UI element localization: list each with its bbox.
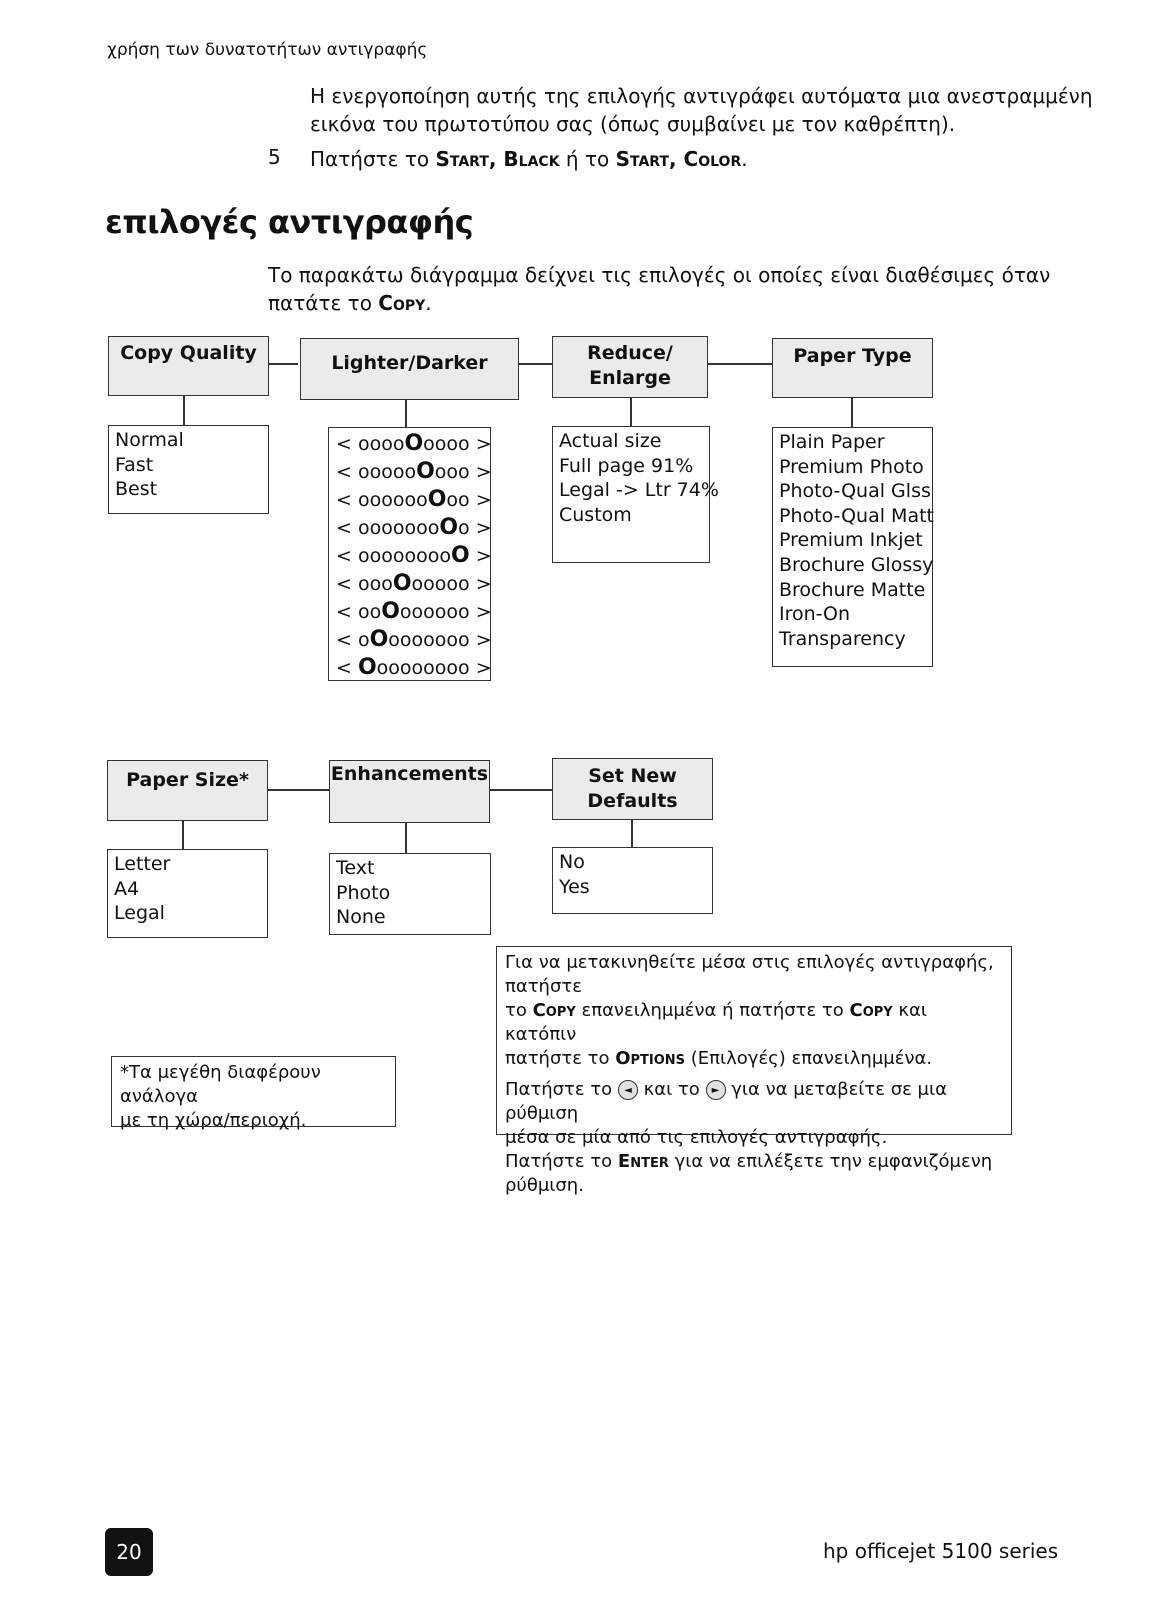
paper-size-header-label: Paper Size* bbox=[126, 769, 249, 791]
enhancements-option: Text bbox=[336, 857, 375, 879]
navigation-note-line bbox=[505, 1047, 1003, 1071]
contrast-left: < ooooooo bbox=[336, 517, 440, 539]
contrast-marker: O bbox=[369, 627, 389, 652]
footnote-line-2: με τη χώρα/περιοχή. bbox=[120, 1110, 307, 1131]
contrast-marker: O bbox=[427, 487, 447, 512]
contrast-right: o > bbox=[458, 517, 492, 539]
reduce-enlarge-option: Custom bbox=[559, 503, 632, 526]
reduce-enlarge-header bbox=[552, 336, 708, 398]
paper-size-header bbox=[107, 760, 268, 821]
paper-size-option: A4 bbox=[114, 877, 140, 900]
connector-line bbox=[851, 398, 853, 427]
note-text: Πατήστε το bbox=[505, 1079, 618, 1100]
running-header: χρήση των δυνατοτήτων αντιγραφής bbox=[107, 40, 428, 60]
contrast-right: oooo > bbox=[423, 433, 492, 455]
copy-button-label: Copy bbox=[849, 1000, 893, 1021]
footnote-box bbox=[111, 1056, 396, 1131]
lighter-darker-option bbox=[336, 626, 492, 654]
contrast-left: < ooooo bbox=[336, 461, 417, 483]
copy-quality-option: Normal bbox=[115, 429, 184, 451]
enhancements-header bbox=[329, 760, 490, 823]
intro-line-2: εικόνα του πρωτοτύπου σας (όπως συμβαίνει με τον καθρέπτη). bbox=[310, 112, 956, 136]
note-text: (Επιλογές) επανειλημμένα. bbox=[685, 1048, 933, 1069]
navigation-note-line: ρύθμιση. bbox=[505, 1175, 584, 1196]
lighter-darker-option bbox=[336, 514, 492, 542]
set-new-defaults-option: Yes bbox=[559, 875, 590, 898]
note-text: Πατήστε το bbox=[505, 1151, 618, 1172]
contrast-right: ooooooo > bbox=[388, 629, 492, 651]
contrast-right: > bbox=[469, 545, 492, 567]
enter-button-label: Enter bbox=[617, 1151, 669, 1172]
enhancements-header-label: Enhancements bbox=[330, 763, 489, 785]
contrast-right: oooooooo > bbox=[376, 657, 492, 679]
connector-line bbox=[631, 820, 633, 847]
lighter-darker-option bbox=[336, 570, 492, 598]
contrast-marker: O bbox=[381, 599, 400, 624]
connector-line bbox=[269, 363, 298, 365]
navigation-note-line bbox=[505, 1150, 1003, 1174]
contrast-left: < bbox=[336, 657, 358, 679]
paper-type-option: Plain Paper bbox=[779, 431, 885, 453]
lighter-darker-option bbox=[336, 486, 492, 514]
connector-line bbox=[519, 363, 552, 365]
start-color-button-label: Start, Color bbox=[615, 147, 742, 171]
description-line-2-end: . bbox=[425, 291, 432, 315]
copy-button-label: Copy bbox=[532, 1000, 576, 1021]
set-new-defaults-header bbox=[552, 758, 713, 820]
connector-line bbox=[630, 398, 632, 426]
paper-type-options bbox=[772, 427, 933, 667]
copy-button-label: Copy bbox=[378, 291, 426, 315]
connector-line bbox=[268, 789, 329, 791]
lighter-darker-option bbox=[336, 598, 492, 626]
paper-type-option: Iron-On bbox=[779, 603, 851, 626]
contrast-left: < oooooooo bbox=[336, 545, 451, 567]
lighter-darker-options bbox=[328, 427, 491, 681]
copy-quality-option: Best bbox=[115, 478, 158, 501]
set-new-defaults-options bbox=[552, 847, 713, 914]
note-text: και κατόπιν bbox=[505, 1000, 927, 1045]
reduce-enlarge-option: Legal -> Ltr 74% bbox=[559, 479, 719, 502]
reduce-enlarge-options bbox=[552, 426, 719, 563]
paper-type-option: Transparency bbox=[779, 627, 906, 650]
paper-type-header bbox=[772, 338, 933, 398]
step-5-text-end: . bbox=[741, 147, 748, 171]
contrast-marker: O bbox=[450, 543, 470, 568]
lighter-darker-header-label: Lighter/Darker bbox=[331, 352, 488, 374]
contrast-left: < oooooo bbox=[336, 489, 428, 511]
contrast-marker: O bbox=[439, 515, 459, 540]
connector-line bbox=[708, 363, 772, 365]
copy-quality-options bbox=[108, 425, 269, 514]
set-new-defaults-option: No bbox=[559, 851, 585, 873]
lighter-darker-option bbox=[336, 458, 492, 486]
paper-type-option: Brochure Matte bbox=[779, 578, 926, 601]
navigation-note-line bbox=[505, 1078, 1003, 1126]
contrast-right: oo > bbox=[446, 489, 492, 511]
step-5-text-start: Πατήστε το bbox=[310, 147, 436, 171]
paper-type-header-label: Paper Type bbox=[793, 345, 912, 367]
connector-line bbox=[405, 823, 407, 853]
step-5-text-mid: ή το bbox=[559, 147, 616, 171]
paper-type-option: Brochure Glossy bbox=[779, 553, 934, 576]
paper-size-option: Legal bbox=[114, 902, 165, 925]
description-paragraph bbox=[268, 261, 1050, 317]
left-arrow-button-icon: ◄ bbox=[618, 1080, 638, 1100]
lighter-darker-option bbox=[336, 654, 492, 682]
description-line-2-start: πατάτε το bbox=[268, 291, 379, 315]
paper-type-option: Photo-Qual Matt bbox=[779, 504, 934, 527]
copy-quality-header-label: Copy Quality bbox=[120, 342, 257, 364]
note-text: για να μεταβείτε σε μια ρύθμιση bbox=[505, 1079, 947, 1124]
set-new-defaults-header-line-1: Set New bbox=[588, 765, 677, 787]
set-new-defaults-header-line-2: Defaults bbox=[587, 790, 678, 812]
note-text: πατήστε το bbox=[505, 1048, 616, 1069]
note-text: το bbox=[505, 1000, 533, 1021]
lighter-darker-option bbox=[336, 542, 492, 570]
right-arrow-button-icon: ► bbox=[706, 1080, 726, 1100]
enhancements-option: Photo bbox=[336, 881, 391, 904]
contrast-right: oooooo > bbox=[399, 601, 492, 623]
note-text: για να επιλέξετε την εμφανιζόμενη bbox=[668, 1151, 993, 1172]
reduce-enlarge-option: Full page 91% bbox=[559, 454, 694, 477]
copy-quality-option: Fast bbox=[115, 453, 154, 476]
start-black-button-label: Start, Black bbox=[435, 147, 560, 171]
navigation-note bbox=[496, 946, 1012, 1196]
lighter-darker-option bbox=[336, 430, 492, 458]
intro-line-1: Η ενεργοποίηση αυτής της επιλογής αντιγράφει αυτόματα μια ανεστραμμένη bbox=[310, 84, 1093, 108]
contrast-left: < ooo bbox=[336, 573, 393, 595]
reduce-enlarge-option: Actual size bbox=[559, 430, 662, 452]
contrast-right: ooooo > bbox=[411, 573, 492, 595]
contrast-left: < o bbox=[336, 629, 370, 651]
footnote-line-1: *Τα μεγέθη διαφέρουν ανάλογα bbox=[120, 1062, 321, 1107]
description-line-2 bbox=[268, 289, 1050, 317]
contrast-marker: O bbox=[416, 459, 435, 484]
page-number-badge: 20 bbox=[105, 1528, 153, 1576]
paper-type-option: Premium Inkjet bbox=[779, 529, 923, 552]
reduce-enlarge-header-line-1: Reduce/ bbox=[587, 342, 673, 364]
enhancements-option: None bbox=[336, 906, 386, 929]
contrast-left: < oooo bbox=[336, 433, 405, 455]
step-number: 5 bbox=[268, 145, 281, 169]
contrast-marker: O bbox=[404, 431, 424, 456]
description-line-1: Το παρακάτω διάγραμμα δείχνει τις επιλογές οι οποίες είναι διαθέσιμες όταν bbox=[268, 263, 1051, 287]
paper-type-option: Photo-Qual Glss bbox=[779, 480, 931, 503]
copy-quality-header bbox=[108, 336, 269, 396]
step-5-text bbox=[310, 145, 748, 173]
connector-line bbox=[490, 789, 552, 791]
paper-size-options bbox=[107, 849, 268, 938]
paper-size-option: Letter bbox=[114, 853, 171, 875]
note-text: επανειλημμένα ή πατήστε το bbox=[575, 1000, 850, 1021]
product-name: hp officejet 5100 series bbox=[823, 1539, 1059, 1563]
navigation-note-line bbox=[505, 999, 1003, 1047]
lighter-darker-header bbox=[300, 338, 519, 400]
contrast-marker: O bbox=[357, 655, 377, 680]
reduce-enlarge-header-line-2: Enlarge bbox=[589, 367, 671, 389]
contrast-left: < oo bbox=[336, 601, 382, 623]
navigation-note-line: μέσα σε μία από τις επιλογές αντιγραφής. bbox=[505, 1127, 888, 1148]
enhancements-options bbox=[329, 853, 491, 935]
section-title: επιλογές αντιγραφής bbox=[105, 203, 474, 241]
navigation-note-line: Για να μετακινηθείτε μέσα στις επιλογές αντιγραφής, πατήστε bbox=[505, 952, 994, 997]
connector-line bbox=[405, 400, 407, 427]
contrast-right: ooo > bbox=[434, 461, 492, 483]
contrast-marker: O bbox=[392, 571, 412, 596]
options-button-label: Options bbox=[615, 1048, 686, 1069]
connector-line bbox=[183, 396, 185, 425]
intro-paragraph bbox=[310, 82, 1093, 138]
connector-line bbox=[182, 821, 184, 849]
paper-type-option: Premium Photo bbox=[779, 455, 924, 478]
note-text: και το bbox=[637, 1079, 706, 1100]
